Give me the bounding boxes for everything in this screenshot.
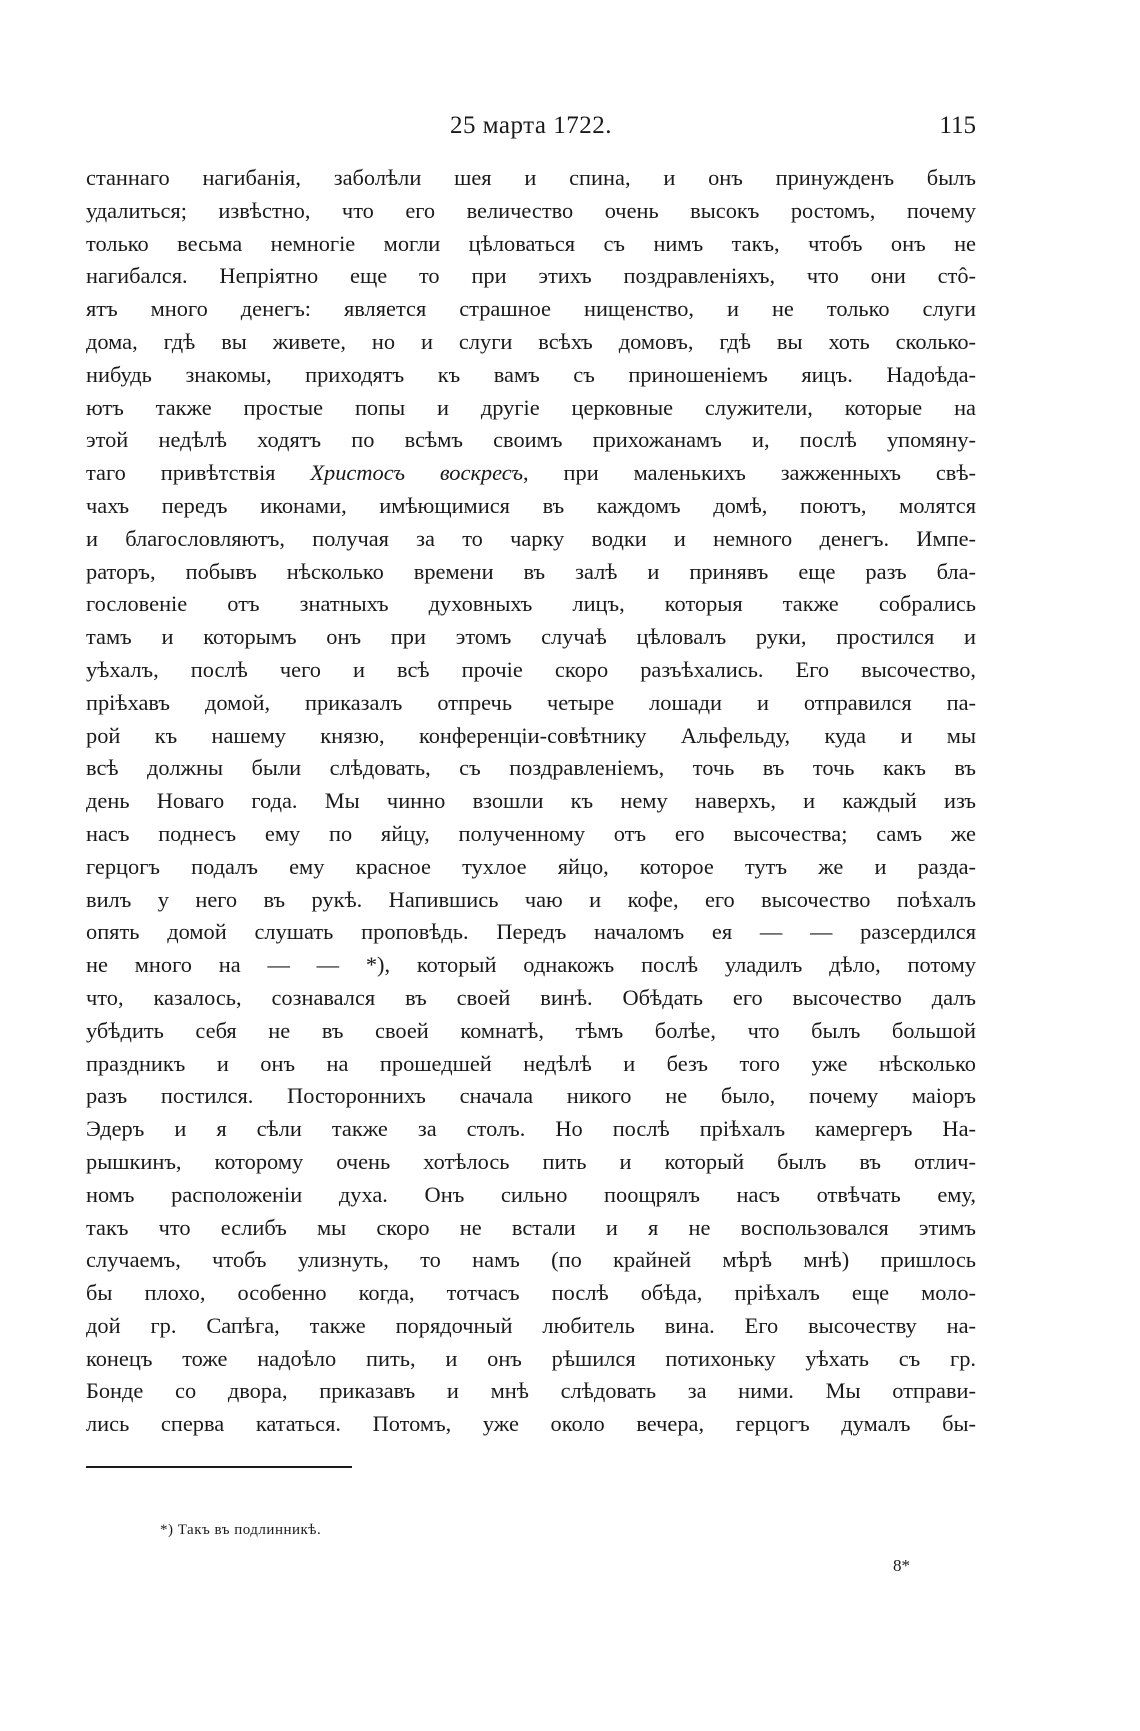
text-line: конецъ тоже надоѣло пить, и онъ рѣшился потихоньку уѣхать съ гр. xyxy=(86,1345,976,1371)
text-line: номъ расположеніи духа. Онъ сильно поощрялъ насъ отвѣчать ему, xyxy=(86,1181,976,1207)
text-segment: , при маленькихъ зажженныхъ свѣ- xyxy=(523,460,976,486)
text-line: что, казалось, сознавался въ своей винѣ. Обѣдать его высочество далъ xyxy=(86,984,976,1010)
text-line: день Новаго года. Мы чинно взошли къ нему наверхъ, и каждый изъ xyxy=(86,788,976,814)
body-text xyxy=(86,162,976,1441)
text-line: убѣдить себя не въ своей комнатѣ, тѣмъ болѣе, что былъ большой xyxy=(86,1017,976,1043)
text-line-with-italic xyxy=(86,457,976,490)
page-number: 115 xyxy=(939,112,976,139)
text-line: удалиться; извѣстно, что его величество очень высокъ ростомъ, почему xyxy=(86,197,976,223)
text-line: и благословляютъ, получая за то чарку водки и немного денегъ. Импе- xyxy=(86,525,976,551)
text-line: ютъ также простые попы и другіе церковные служители, которые на xyxy=(86,394,976,420)
text-line: не много на — — *), который однакожъ послѣ уладилъ дѣло, потому xyxy=(86,952,976,978)
text-line: нагибался. Непріятно еще то при этихъ поздравленіяхъ, что они стô- xyxy=(86,263,976,289)
text-line: гословеніе отъ знатныхъ духовныхъ лицъ, которыя также собрались xyxy=(86,591,976,617)
text-line: чахъ передъ иконами, имѣющимися въ каждомъ домѣ, поютъ, молятся xyxy=(86,492,976,518)
text-line: разъ постился. Постороннихъ сначала никого не было, почему маіоръ xyxy=(86,1083,976,1109)
signature-mark: 8* xyxy=(893,1556,910,1575)
text-line: дой гр. Сапѣга, также порядочный любитель вина. Его высочеству на- xyxy=(86,1312,976,1338)
text-line: насъ поднесъ ему по яйцу, полученному отъ его высочества; самъ же xyxy=(86,820,976,846)
text-line: только весьма немногіе могли цѣловаться съ нимъ такъ, чтобъ онъ не xyxy=(86,230,976,256)
text-line: праздникъ и онъ на прошедшей недѣлѣ и безъ того уже нѣсколько xyxy=(86,1050,976,1076)
text-line: ятъ много денегъ: является страшное нищенство, и не только слуги xyxy=(86,296,976,322)
text-line: герцогъ подалъ ему красное тухлое яйцо, которое тутъ же и разда- xyxy=(86,853,976,879)
text-segment: таго привѣтствія xyxy=(86,460,311,486)
text-line: станнаго нагибанія, заболѣли шея и спина, и онъ принужденъ былъ xyxy=(86,165,976,190)
italic-phrase: Христосъ воскресъ xyxy=(310,460,524,486)
text-line: случаемъ, чтобъ улизнуть, то намъ (по крайней мѣрѣ мнѣ) пришлось xyxy=(86,1247,976,1273)
text-line: тамъ и которымъ онъ при этомъ случаѣ цѣловалъ руки, простился и xyxy=(86,624,976,650)
text-line: уѣхалъ, послѣ чего и всѣ прочіе скоро разъѣхались. Его высочество, xyxy=(86,656,976,682)
text-line: раторъ, побывъ нѣсколько времени въ залѣ и принявъ еще разъ бла- xyxy=(86,558,976,584)
text-line: Эдеръ и я сѣли также за столъ. Но послѣ пріѣхалъ камергеръ На- xyxy=(86,1116,976,1142)
text-line: бы плохо, особенно когда, тотчасъ послѣ обѣда, пріѣхалъ еще моло- xyxy=(86,1280,976,1306)
running-head xyxy=(86,112,976,148)
text-line: этой недѣлѣ ходятъ по всѣмъ своимъ прихожанамъ и, послѣ упомяну- xyxy=(86,427,976,453)
text-line: такъ что еслибъ мы скоро не встали и я не воспользовался этимъ xyxy=(86,1214,976,1240)
footnote-divider xyxy=(86,1466,352,1468)
text-line: лись сперва кататься. Потомъ, уже около вечера, герцогъ думалъ бы- xyxy=(86,1411,976,1437)
text-line: нибудь знакомы, приходятъ къ вамъ съ приношеніемъ яицъ. Надоѣда- xyxy=(86,361,976,387)
text-line: вилъ у него въ рукѣ. Напившись чаю и кофе, его высочество поѣхалъ xyxy=(86,886,976,912)
text-line: Бонде со двора, приказавъ и мнѣ слѣдовать за ними. Мы отправи- xyxy=(86,1378,976,1404)
text-line: рой къ нашему князю, конференціи-совѣтнику Альфельду, куда и мы xyxy=(86,722,976,748)
text-line: дома, гдѣ вы живете, но и слуги всѣхъ домовъ, гдѣ вы хоть сколько- xyxy=(86,328,976,354)
text-line: опять домой слушать проповѣдь. Передъ началомъ ея — — разсердился xyxy=(86,919,976,945)
text-line: пріѣхавъ домой, приказалъ отпречь четыре лошади и отправился па- xyxy=(86,689,976,715)
footnote: *) Такъ въ подлинникѣ. xyxy=(160,1522,322,1538)
text-line: рышкинъ, которому очень хотѣлось пить и который былъ въ отлич- xyxy=(86,1148,976,1174)
page-header-date: 25 марта 1722. xyxy=(450,112,612,139)
text-line: всѣ должны были слѣдовать, съ поздравленіемъ, точь въ точь какъ въ xyxy=(86,755,976,781)
